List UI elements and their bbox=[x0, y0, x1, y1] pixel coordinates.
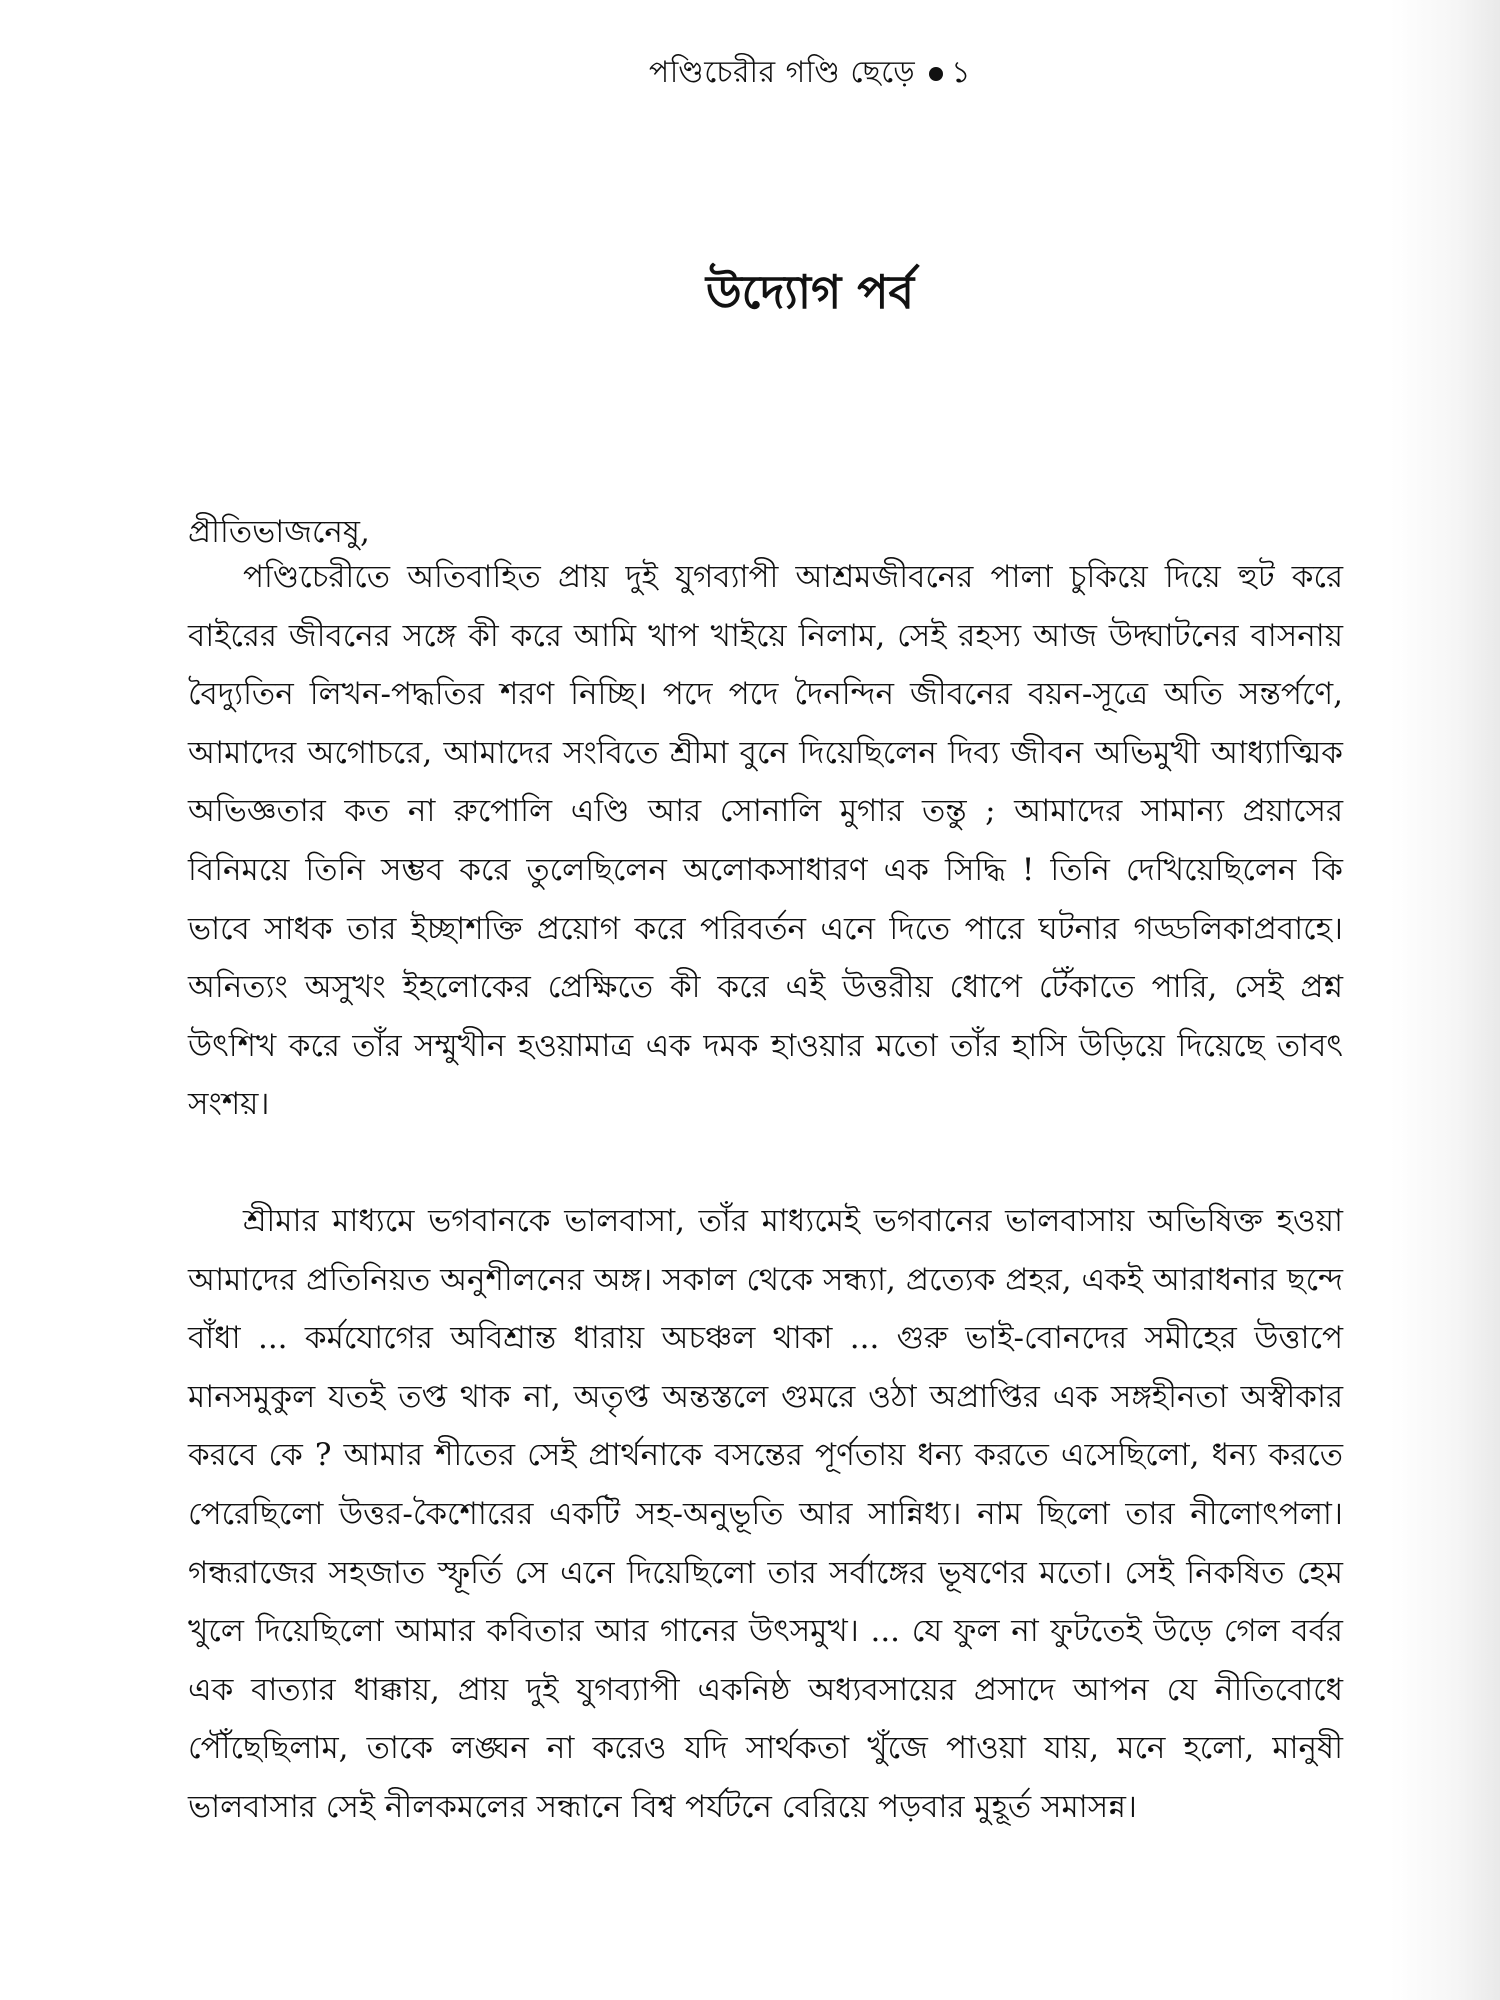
chapter-title: উদ্যোগ পর্ব bbox=[705, 265, 915, 319]
body-paragraph-1: পণ্ডিচেরীতে অতিবাহিত প্রায় দুই যুগব্যাপী আশ্রমজীবনের পালা চুকিয়ে দিয়ে হুট করে বাইরের জীবনের সঙ্গে কী করে আমি খাপ খাইয়ে নিলাম, সেই রহস্য আজ উদ্ঘাটনের বাসনায় বৈদ্যুতিন লিখন-পদ্ধতির শরণ নিচ্ছি। পদে পদে দৈনন্দিন জীবনের বয়ন-সূত্রে অতি সন্তর্পণে, আমাদের অগোচরে, আমাদের সংবিতে শ্রীমা বুনে দিয়েছিলেন দিব্য জীবন অভিমুখী আধ্যাত্মিক অভিজ্ঞতার কত না রুপোলি এণ্ডি আর সোনালি মুগার তন্তু ; আমাদের সামান্য প্রয়াসের বিনিময়ে তিনি সম্ভব করে তুলেছিলেন অলোকসাধারণ এক সিদ্ধি ! তিনি দেখিয়েছিলেন কি ভাবে সাধক তার ইচ্ছাশক্তি প্রয়োগ করে পরিবর্তন এনে দিতে পারে ঘটনার গড্ডলিকাপ্রবাহে। অনিত্যং অসুখং ইহলোকের প্রেক্ষিতে কী করে এই উত্তরীয় ধোপে টেঁকাতে পারি, সেই প্রশ্ন উৎশিখ করে তাঁর সম্মুখীন হওয়ামাত্র এক দমক হাওয়ার মতো তাঁর হাসি উড়িয়ে দিয়েছে তাবৎ সংশয়। bbox=[188, 559, 1343, 1123]
running-header bbox=[560, 48, 1060, 99]
body-paragraph-2: শ্রীমার মাধ্যমে ভগবানকে ভালবাসা, তাঁর মাধ্যমেই ভগবানের ভালবাসায় অভিষিক্ত হওয়া আমাদের প্রতিনিয়ত অনুশীলনের অঙ্গ। সকাল থেকে সন্ধ্যা, প্রত্যেক প্রহর, একই আরাধনার ছন্দে বাঁধা ... কর্মযোগের অবিশ্রান্ত ধারায় অচঞ্চল থাকা ... গুরু ভাই-বোনদের সমীহের উত্তাপে মানসমুকুল যতই তপ্ত থাক না, অতৃপ্ত অন্তস্তলে গুমরে ওঠা অপ্রাপ্তির এক সঙ্গহীনতা অস্বীকার করবে কে ? আমার শীতের সেই প্রার্থনাকে বসন্তের পূর্ণতায় ধন্য করতে এসেছিলো, ধন্য করতে পেরেছিলো উত্তর-কৈশোরের একটি সহ-অনুভূতি আর সান্নিধ্য। নাম ছিলো তার নীলোৎপলা। গন্ধরাজের সহজাত স্ফূর্তি সে এনে দিয়েছিলো তার সর্বাঙ্গের ভূষণের মতো। সেই নিকষিত হেম খুলে দিয়েছিলো আমার কবিতার আর গানের উৎসমুখ। ... যে ফুল না ফুটতেই উড়ে গেল বর্বর এক বাত্যার ধাক্কায়, প্রায় দুই যুগব্যাপী একনিষ্ঠ অধ্যবসায়ের প্রসাদে আপন যে নীতিবোধে পৌঁছেছিলাম, তাকে লঙ্ঘন না করেও যদি সার্থকতা খুঁজে পাওয়া যায়, মনে হলো, মানুষী ভালবাসার সেই নীলকমলের সন্ধানে বিশ্ব পর্যটনে বেরিয়ে পড়বার মুহূর্ত সমাসন্ন। bbox=[188, 1203, 1343, 1825]
letter-salutation: প্রীতিভাজনেষু, bbox=[188, 514, 370, 550]
bullet-icon bbox=[929, 67, 943, 81]
page-number: ১ bbox=[951, 55, 972, 90]
running-header-title: পণ্ডিচেরীর গণ্ডি ছেড়ে bbox=[648, 55, 916, 90]
page-edge-shadow bbox=[1390, 0, 1500, 2000]
